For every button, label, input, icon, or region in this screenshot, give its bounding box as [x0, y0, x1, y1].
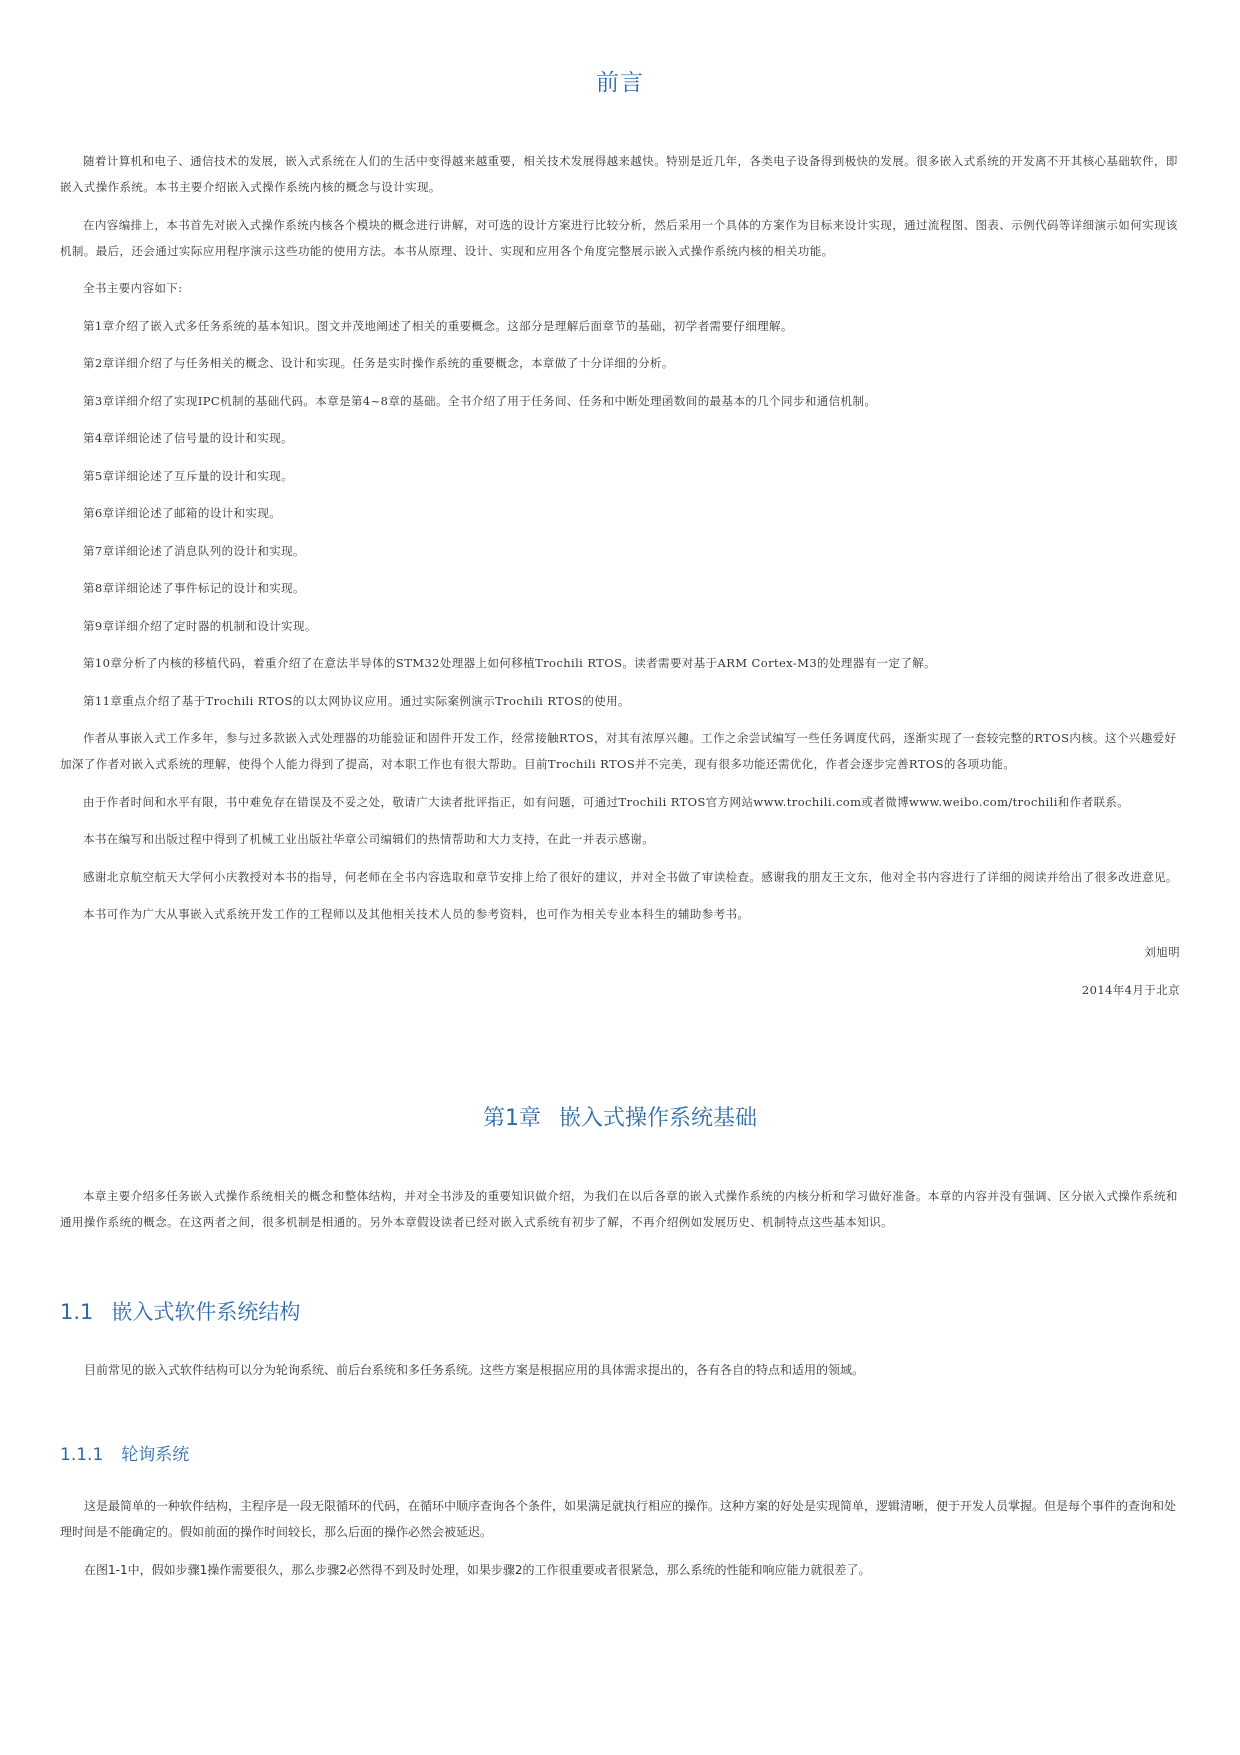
chapter-intro-paragraph: 本章主要介绍多任务嵌入式操作系统相关的概念和整体结构，并对全书涉及的重要知识做介绍，为我们在以后各章的嵌入式操作系统的内核分析和学习做好准备。本章的内容并没有强调、区分嵌入式操作系统和通用操作系统的概念。在这两者之间，很多机制是相通的。另外本章假设读者已经对嵌入式系统有初步了解，不再介绍例如发展历史、机制特点这些基本知识。 [60, 1189, 1178, 1229]
subsection-paragraph: 在图1-1中，假如步骤1操作需要很久，那么步骤2必然得不到及时处理，如果步骤2的工作很重要或者很紧急，那么系统的性能和响应能力就很差了。 [84, 1563, 871, 1577]
preface-paragraph: 第8章详细论述了事件标记的设计和实现。 [83, 581, 305, 595]
subsection-body [60, 1493, 1180, 1595]
section-body [60, 1357, 1180, 1383]
preface-paragraph: 第1章介绍了嵌入式多任务系统的基本知识。图文并茂地阐述了相关的重要概念。这部分是理解后面章节的基础，初学者需要仔细理解。 [83, 318, 793, 333]
preface-paragraph: 在内容编排上，本书首先对嵌入式操作系统内核各个模块的概念进行讲解，对可选的设计方案进行比较分析，然后采用一个具体的方案作为目标来设计实现，通过流程图、图表、示例代码等详细演示如何实现该机制。最后，还会通过实际应用程序演示这些功能的使用方法。本书从原理、设计、实现和应用各个角度完整展示嵌入式操作系统内核的相关功能。 [60, 217, 1178, 258]
preface-paragraph: 作者从事嵌入式工作多年，参与过多款嵌入式处理器的功能验证和固件开发工作，经常接触RTOS，对其有浓厚兴趣。工作之余尝试编写一些任务调度代码，逐渐实现了一套较完整的RTOS内核。这个兴趣爱好加深了作者对嵌入式系统的理解，使得个人能力得到了提高，对本职工作也有很大帮助。目前Trochili RTOS并不完美，现有很多功能还需优化，作者会逐步完善RTOS的各项功能。 [60, 731, 1177, 771]
section-paragraph: 目前常见的嵌入式软件结构可以分为轮询系统、前后台系统和多任务系统。这些方案是根据应用的具体需求提出的，各有各自的特点和适用的领域。 [84, 1363, 865, 1377]
preface-paragraph: 本书在编写和出版过程中得到了机械工业出版社华章公司编辑们的热情帮助和大力支持，在此一并表示感谢。 [83, 832, 655, 846]
section-number: 1.1 [60, 1300, 94, 1324]
preface-title: 前言 [596, 70, 644, 96]
preface-paragraph: 第6章详细论述了邮箱的设计和实现。 [83, 506, 282, 520]
subsection-heading [60, 1440, 189, 1465]
subsection-paragraph: 这是最简单的一种软件结构，主程序是一段无限循环的代码，在循环中顺序查询各个条件，如果满足就执行相应的操作。这种方案的好处是实现简单，逻辑清晰，便于开发人员掌握。但是每个事件的查询和处理时间是不能确定的。假如前面的操作时间较长，那么后面的操作必然会被延迟。 [60, 1499, 1177, 1539]
subsection-number: 1.1.1 [60, 1445, 104, 1465]
preface-paragraph: 第10章分析了内核的移植代码，着重介绍了在意法半导体的STM32处理器上如何移植Trochili RTOS。读者需要对基于ARM Cortex-M3的处理器有一定了解。 [83, 656, 937, 670]
preface-author: 刘旭明 [1144, 944, 1180, 959]
subsection-title: 轮询系统 [121, 1445, 190, 1465]
chapter-title [0, 1101, 1240, 1132]
preface-paragraph: 本书可作为广大从事嵌入式系统开发工作的工程师以及其他相关技术人员的参考资料，也可作为相关专业本科生的辅助参考书。 [83, 907, 750, 921]
preface-paragraph: 感谢北京航空航天大学何小庆教授对本书的指导，何老师在全书内容选取和章节安排上给了很好的建议，并对全书做了审读检查。感谢我的朋友王文东，他对全书内容进行了详细的阅读并给出了很多改进意见。 [83, 869, 1178, 884]
preface-paragraph: 由于作者时间和水平有限，书中难免存在错误及不妥之处，敬请广大读者批评指正，如有问题，可通过Trochili RTOS官方网站www.trochili.com或者微博www.weibo.com/trochili和作者联系。 [83, 794, 1130, 809]
preface-paragraph: 第5章详细论述了互斥量的设计和实现。 [83, 468, 294, 483]
chapter-title-text: 嵌入式操作系统基础 [558, 1106, 757, 1131]
chapter-intro [60, 1183, 1180, 1235]
preface-date: 2014年4月于北京 [1081, 982, 1180, 997]
preface-body [60, 148, 1180, 1015]
preface-paragraph: 第4章详细论述了信号量的设计和实现。 [83, 431, 294, 445]
section-title: 嵌入式软件系统结构 [111, 1300, 301, 1324]
preface-paragraph: 全书主要内容如下: [83, 281, 183, 295]
preface-paragraph: 随着计算机和电子、通信技术的发展，嵌入式系统在人们的生活中变得越来越重要，相关技术发展得越来越快。特别是近几年，各类电子设备得到极快的发展。很多嵌入式系统的开发离不开其核心基础软件，即嵌入式操作系统。本书主要介绍嵌入式操作系统内核的概念与设计实现。 [60, 154, 1178, 194]
chapter-number: 第1章 [482, 1106, 541, 1131]
preface-paragraph: 第11章重点介绍了基于Trochili RTOS的以太网协议应用。通过实际案例演示Trochili RTOS的使用。 [83, 693, 630, 708]
preface-paragraph: 第3章详细介绍了实现IPC机制的基础代码。本章是第4~8章的基础。全书介绍了用于任务间、任务和中断处理函数间的最基本的几个同步和通信机制。 [83, 393, 877, 408]
preface-paragraph: 第2章详细介绍了与任务相关的概念、设计和实现。任务是实时操作系统的重要概念，本章做了十分详细的分析。 [83, 356, 674, 370]
preface-paragraph: 第9章详细介绍了定时器的机制和设计实现。 [83, 618, 317, 633]
preface-paragraph: 第7章详细论述了消息队列的设计和实现。 [83, 543, 305, 558]
section-heading [60, 1296, 300, 1326]
